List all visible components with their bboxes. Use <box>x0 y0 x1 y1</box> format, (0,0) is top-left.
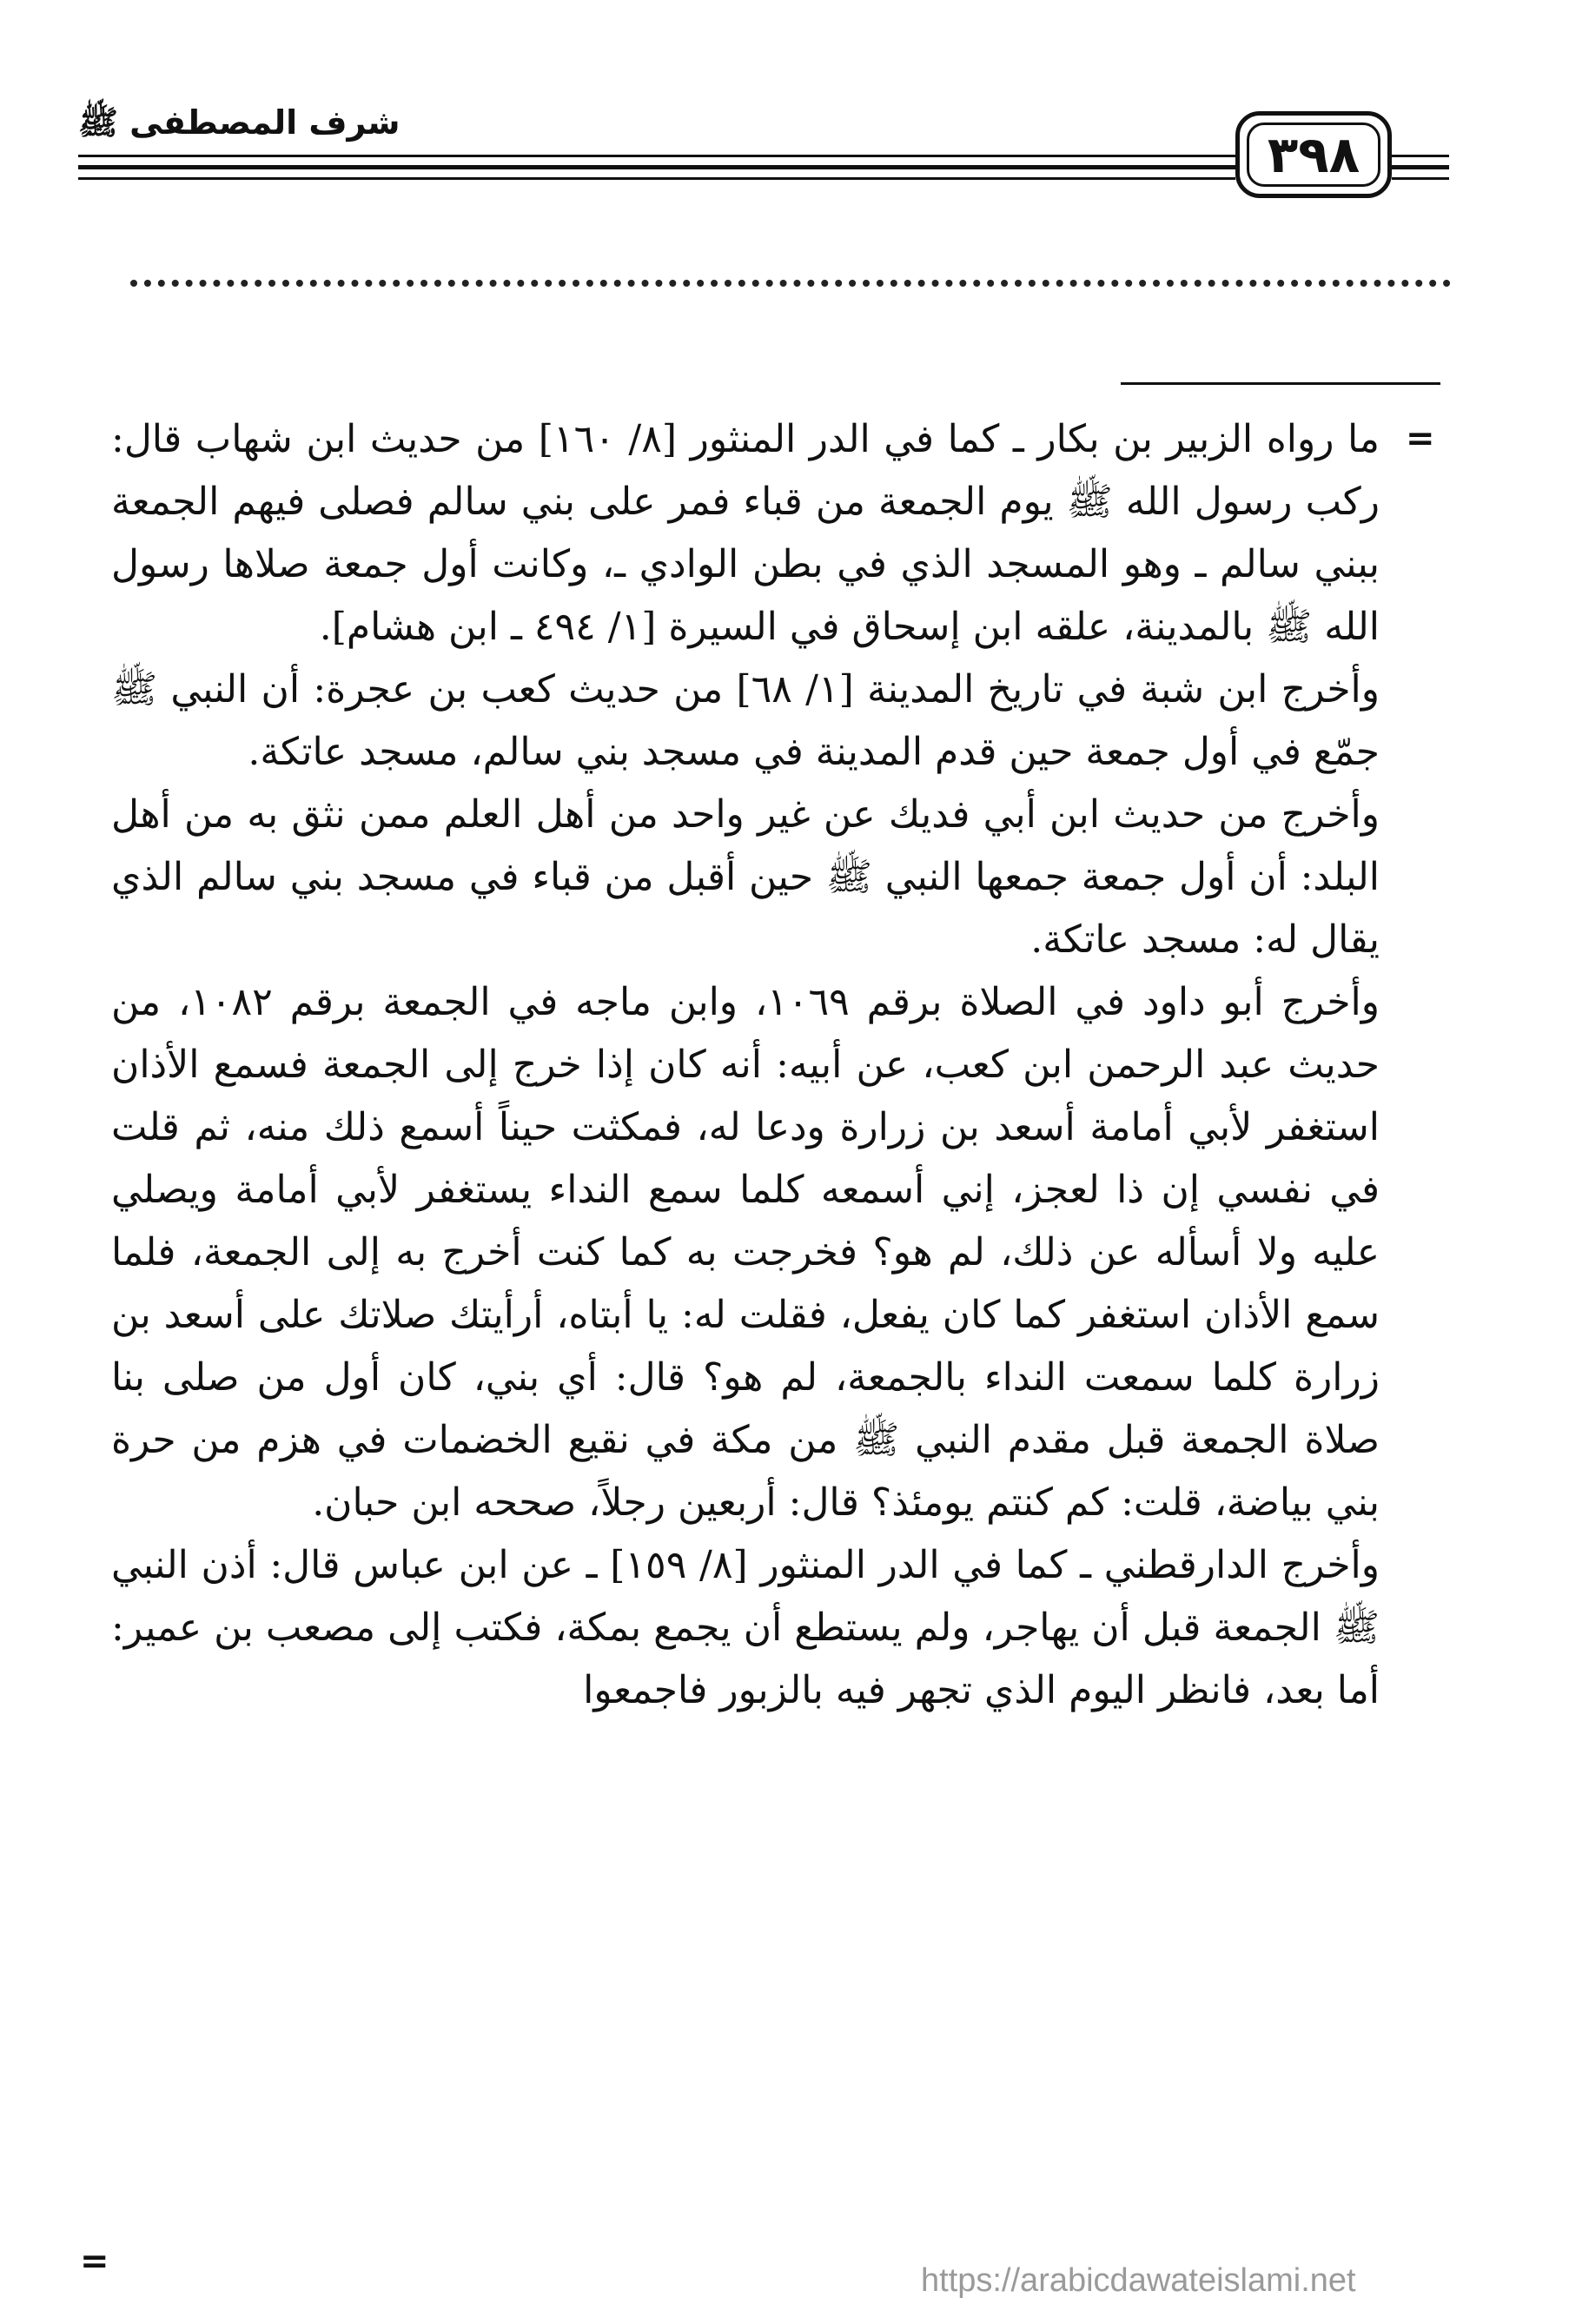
page-number-frame <box>1235 111 1392 198</box>
dotted-separator <box>130 280 1451 287</box>
header-rule <box>1392 155 1449 157</box>
footnote-paragraph: وأخرج الدارقطني ـ كما في الدر المنثور [٨/ ١٥٩] ـ عن ابن عباس قال: أذن النبي ﷺ الجمعة قبل أن يهاجر، ولم يستطع أن يجمع بمكة، فكتب إلى مصعب بن عمير: أما بعد، فانظر اليوم الذي تجهر فيه بالزبور فاجمعوا <box>111 1543 1380 1712</box>
header-rule <box>1392 165 1449 169</box>
continuation-mark-bottom: = <box>80 2241 109 2281</box>
header-rule <box>1392 177 1449 180</box>
footnote-paragraph: وأخرج ابن شبة في تاريخ المدينة [١/ ٦٨] من حديث كعب بن عجرة: أن النبي ﷺ جمّع في أول جمعة حين قدم المدينة في مسجد بني سالم، مسجد عاتكة. <box>111 667 1380 774</box>
page-number: ٣٩٨ <box>1247 122 1380 187</box>
footnote-paragraph: وأخرج من حديث ابن أبي فديك عن غير واحد من أهل العلم ممن نثق به من أهل البلد: أن أول جمعة جمعها النبي ﷺ حين أقبل من قباء في مسجد بني سالم الذي يقال له: مسجد عاتكة. <box>111 792 1380 962</box>
footnote-text <box>111 408 1380 1722</box>
footnote-rule <box>1121 382 1440 385</box>
header-rule <box>78 155 1235 157</box>
header-rule <box>78 165 1235 169</box>
running-title: شرف المصطفى ﷺ <box>78 103 401 142</box>
footnote-paragraph: ما رواه الزبير بن بكار ـ كما في الدر المنثور [٨/ ١٦٠] من حديث ابن شهاب قال: ركب رسول الله ﷺ يوم الجمعة من قباء فمر على بني سالم فصلى فيهم الجمعة ببني سالم ـ وهو المسجد الذي في بطن الوادي ـ، وكانت أول جمعة صلاها رسول الله ﷺ بالمدينة، علقه ابن إسحاق في السيرة [١/ ٤٩٤ ـ ابن هشام]. <box>111 417 1380 649</box>
footnote-paragraph: وأخرج أبو داود في الصلاة برقم ١٠٦٩، وابن ماجه في الجمعة برقم ١٠٨٢، من حديث عبد الرحمن ابن كعب، عن أبيه: أنه كان إذا خرج إلى الجمعة فسمع الأذان استغفر لأبي أمامة أسعد بن زرارة ودعا له، فمكثت حيناً أسمع ذلك منه، ثم قلت في نفسي إن ذا لعجز، إني أسمعه كلما سمع النداء يستغفر لأبي أمامة ويصلي عليه ولا أسأله عن ذلك، لم هو؟ فخرجت به كما كنت أخرج به إلى الجمعة، فلما سمع الأذان استغفر كما كان يفعل، فقلت له: يا أبتاه، أرأيتك صلاتك على أسعد بن زرارة كلما سمعت النداء بالجمعة، لم هو؟ قال: أي بني، كان أول من صلى بنا صلاة الجمعة قبل مقدم النبي ﷺ من مكة في نقيع الخضمات في هزم من حرة بني بياضة، قلت: كم كنتم يومئذ؟ قال: أربعين رجلاً، صححه ابن حبان. <box>111 980 1380 1525</box>
watermark-url: https://arabicdawateislami.net <box>921 2262 1356 2299</box>
header-rule <box>78 177 1235 180</box>
continuation-mark-top: = <box>1406 419 1435 459</box>
